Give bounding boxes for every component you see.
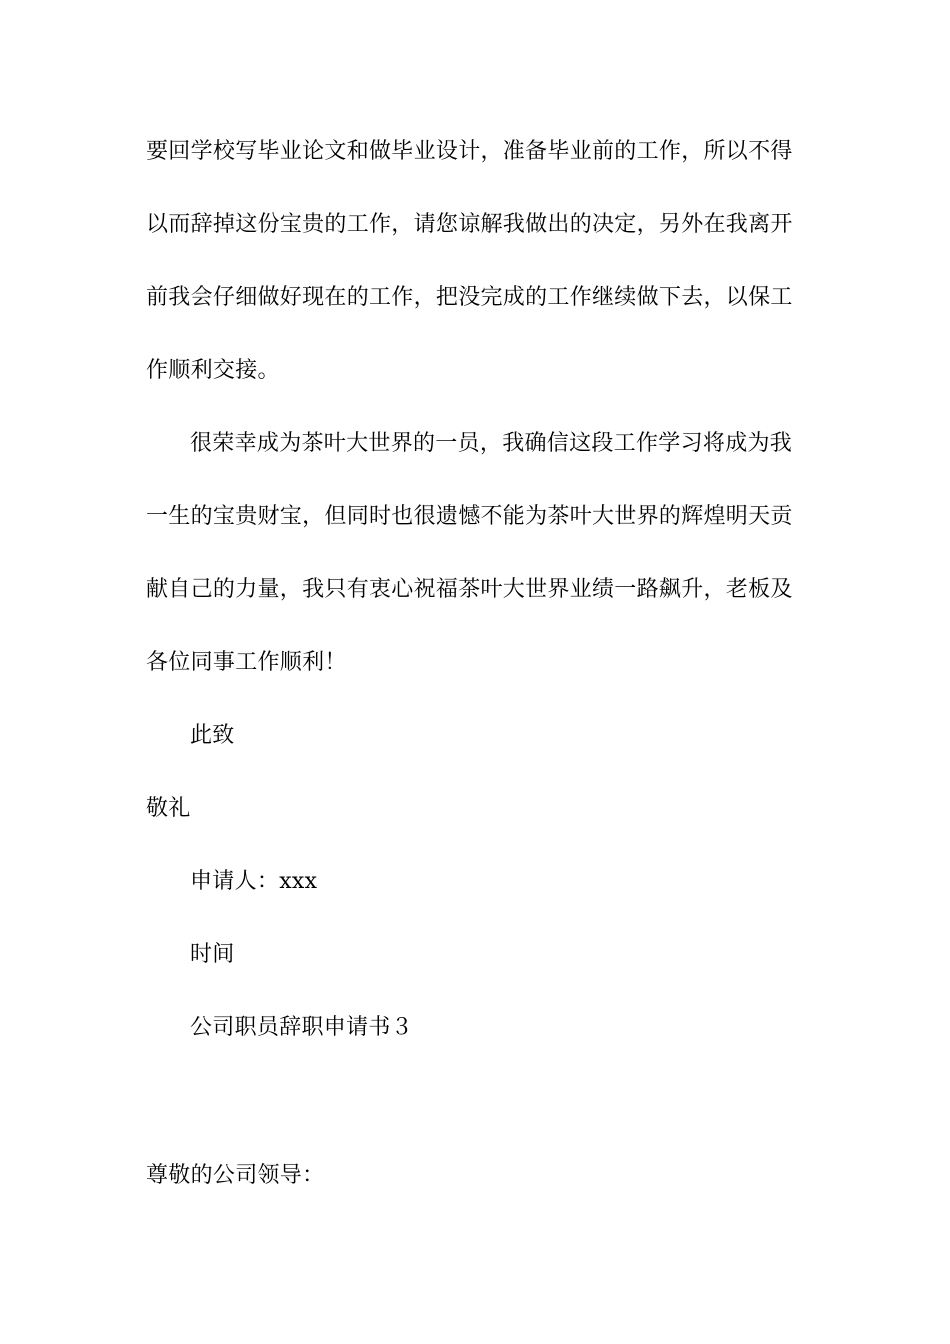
paragraph-1-line-1: 要回学校写毕业论文和做毕业设计，准备毕业前的工作，所以不得 bbox=[146, 139, 793, 164]
paragraph-1-line-4: 作顺利交接。 bbox=[146, 358, 280, 383]
paragraph-2-line-3: 献自己的力量，我只有衷心祝福茶叶大世界业绩一路飙升，老板及 bbox=[146, 577, 793, 602]
paragraph-2-line-1: 很荣幸成为茶叶大世界的一员，我确信这段工作学习将成为我 bbox=[190, 431, 793, 456]
salute-text: 敬礼 bbox=[146, 796, 191, 821]
paragraph-1-line-3: 前我会仔细做好现在的工作，把没完成的工作继续做下去，以保工 bbox=[146, 285, 793, 310]
next-letter-title: 公司职员辞职申请书３ bbox=[190, 1015, 414, 1040]
greeting-line: 尊敬的公司领导： bbox=[146, 1163, 325, 1188]
paragraph-2-line-2: 一生的宝贵财宝，但同时也很遗憾不能为茶叶大世界的辉煌明天贡 bbox=[146, 504, 793, 529]
closing-text: 此致 bbox=[190, 723, 235, 748]
applicant-line: 申请人：xxx bbox=[190, 869, 318, 894]
paragraph-1-line-2: 以而辞掉这份宝贵的工作，请您谅解我做出的决定，另外在我离开 bbox=[146, 212, 793, 237]
time-line: 时间 bbox=[190, 942, 235, 967]
paragraph-2-line-4: 各位同事工作顺利！ bbox=[146, 650, 347, 675]
